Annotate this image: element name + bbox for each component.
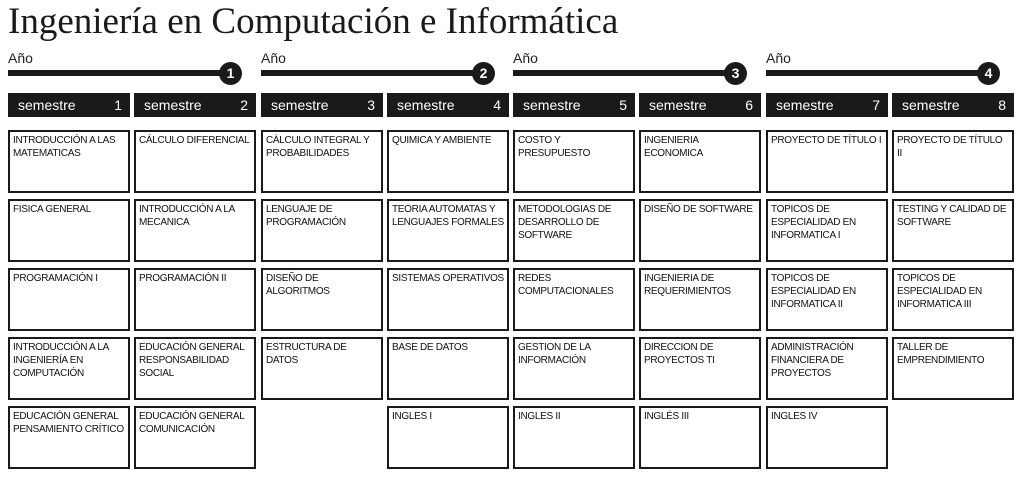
semester-number: 7: [872, 97, 880, 113]
semester-label: semestre: [397, 97, 455, 113]
year-header-2: [261, 50, 497, 84]
year-header-1: [8, 50, 244, 84]
course-box: LENGUAJE DE PROGRAMACIÓN: [261, 199, 383, 262]
semester-number: 1: [114, 97, 122, 113]
course-box: INGLES I: [387, 406, 509, 469]
year-divider-line: [261, 70, 485, 76]
course-box: DISEÑO DE SOFTWARE: [639, 199, 761, 262]
year-label: Año: [261, 50, 286, 66]
year-number-badge: 2: [472, 62, 495, 85]
semester-header-3: [261, 93, 383, 117]
course-box: INTRODUCCIÓN A LA INGENIERÍA EN COMPUTACIÓN: [8, 337, 130, 400]
year-number-badge: 4: [977, 62, 1000, 85]
course-box: TEORIA AUTOMATAS Y LENGUAJES FORMALES: [387, 199, 509, 262]
curriculum-title: Ingeniería en Computación e Informática: [8, 1, 619, 42]
semester-header-1: [8, 93, 130, 117]
course-box: TOPICOS DE ESPECIALIDAD EN INFORMATICA I: [766, 199, 888, 262]
semester-label: semestre: [144, 97, 202, 113]
semester-header-7: [766, 93, 888, 117]
course-box: INTRODUCCIÓN A LAS MATEMATICAS: [8, 130, 130, 193]
year-number-badge: 3: [724, 62, 747, 85]
course-box: EDUCACIÓN GENERAL PENSAMIENTO CRÍTICO: [8, 406, 130, 469]
course-box: COSTO Y PRESUPUESTO: [513, 130, 635, 193]
course-box: METODOLOGIAS DE DESARROLLO DE SOFTWARE: [513, 199, 635, 262]
course-box: TOPICOS DE ESPECIALIDAD EN INFORMATICA III: [892, 268, 1014, 331]
semester-label: semestre: [649, 97, 707, 113]
semester-label: semestre: [18, 97, 76, 113]
course-box: INGLES II: [513, 406, 635, 469]
year-label: Año: [766, 50, 791, 66]
course-box: INGENIERIA DE REQUERIMIENTOS: [639, 268, 761, 331]
course-box: FISICA GENERAL: [8, 199, 130, 262]
course-box: GESTION DE LA INFORMACIÓN: [513, 337, 635, 400]
semester-header-6: [639, 93, 761, 117]
semester-header-5: [513, 93, 635, 117]
course-box: DIRECCION DE PROYECTOS TI: [639, 337, 761, 400]
course-box: ADMINISTRACIÓN FINANCIERA DE PROYECTOS: [766, 337, 888, 400]
course-box: PROGRAMACIÓN I: [8, 268, 130, 331]
course-box: PROGRAMACIÓN II: [134, 268, 256, 331]
course-box: INGLES IV: [766, 406, 888, 469]
course-box: DISEÑO DE ALGORITMOS: [261, 268, 383, 331]
course-box: INTRODUCCIÓN A LA MECANICA: [134, 199, 256, 262]
course-box: INGLÉS III: [639, 406, 761, 469]
course-box: ESTRUCTURA DE DATOS: [261, 337, 383, 400]
course-box: PROYECTO DE TÍTULO II: [892, 130, 1014, 193]
year-header-4: [766, 50, 1002, 84]
course-box: SISTEMAS OPERATIVOS: [387, 268, 509, 331]
semester-number: 3: [367, 97, 375, 113]
year-label: Año: [8, 50, 33, 66]
course-box: TALLER DE EMPRENDIMIENTO: [892, 337, 1014, 400]
semester-number: 8: [998, 97, 1006, 113]
year-divider-line: [766, 70, 990, 76]
course-box: CÁLCULO INTEGRAL Y PROBABILIDADES: [261, 130, 383, 193]
course-box: TOPICOS DE ESPECIALIDAD EN INFORMATICA II: [766, 268, 888, 331]
semester-header-4: [387, 93, 509, 117]
semester-label: semestre: [523, 97, 581, 113]
course-box: PROYECTO DE TÍTULO I: [766, 130, 888, 193]
semester-label: semestre: [776, 97, 834, 113]
year-divider-line: [513, 70, 737, 76]
semester-header-2: [134, 93, 256, 117]
course-box: EDUCACIÓN GENERAL COMUNICACIÓN: [134, 406, 256, 469]
semester-number: 6: [745, 97, 753, 113]
semester-number: 2: [240, 97, 248, 113]
semester-header-8: [892, 93, 1014, 117]
course-box: TESTING Y CALIDAD DE SOFTWARE: [892, 199, 1014, 262]
year-divider-line: [8, 70, 232, 76]
course-box: BASE DE DATOS: [387, 337, 509, 400]
course-box: EDUCACIÓN GENERAL RESPONSABILIDAD SOCIAL: [134, 337, 256, 400]
semester-label: semestre: [902, 97, 960, 113]
semester-label: semestre: [271, 97, 329, 113]
course-box: QUIMICA Y AMBIENTE: [387, 130, 509, 193]
semester-number: 5: [619, 97, 627, 113]
semester-number: 4: [493, 97, 501, 113]
course-box: INGENIERIA ECONOMICA: [639, 130, 761, 193]
year-number-badge: 1: [219, 62, 242, 85]
course-box: REDES COMPUTACIONALES: [513, 268, 635, 331]
course-box: CÁLCULO DIFERENCIAL: [134, 130, 256, 193]
year-label: Año: [513, 50, 538, 66]
year-header-3: [513, 50, 749, 84]
